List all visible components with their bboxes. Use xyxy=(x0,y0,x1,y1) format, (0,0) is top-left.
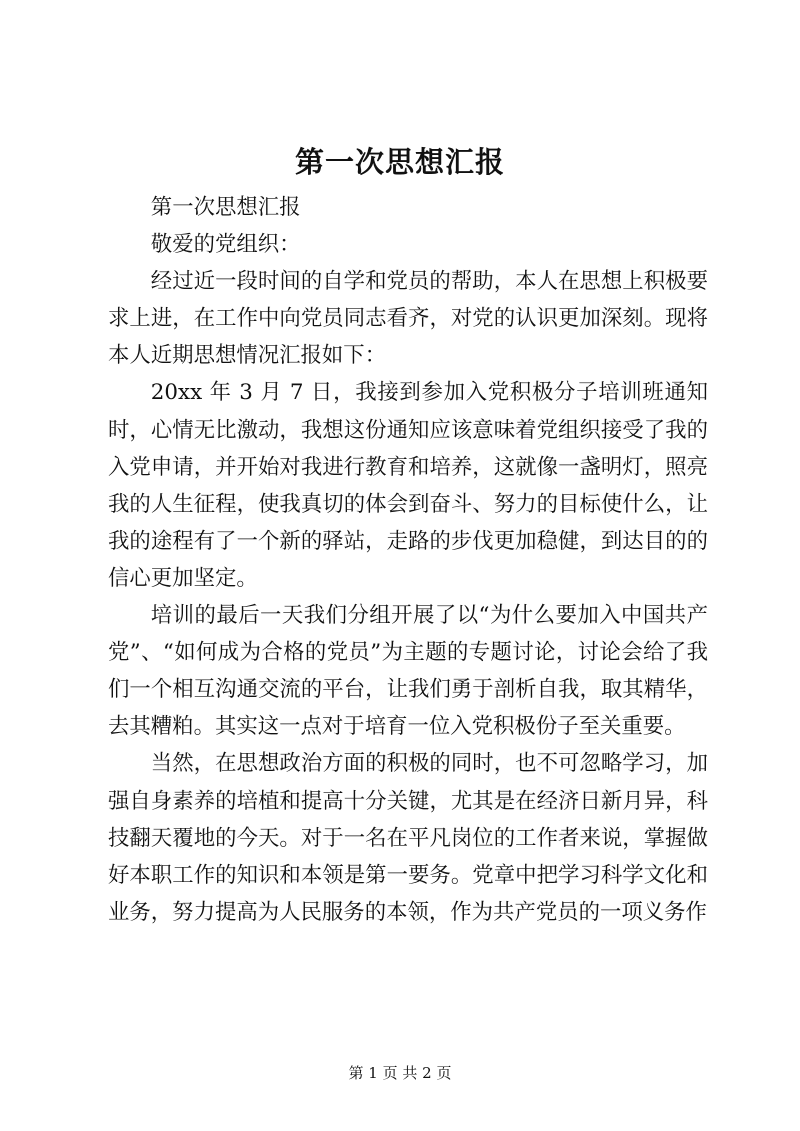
document-body xyxy=(108,189,708,931)
paragraph-heading: 第一次思想汇报 xyxy=(150,195,301,220)
paragraph-intro: 经过近一段时间的自学和党员的帮助，本人在思想上积极要求上进，在工作中向党员同志看齐，对党的认识更加深刻。现将本人近期思想情况汇报如下： xyxy=(108,269,708,369)
document-title: 第一次思想汇报 xyxy=(294,145,505,179)
page-footer: 第 1 页 共 2 页 xyxy=(348,1064,452,1082)
paragraph-study: 当然，在思想政治方面的积极的同时，也不可忽略学习，加强自身素养的培植和提高十分关键，尤其是在经济日新月异，科技翻天覆地的今天。对于一名在平凡岗位的工作者来说，掌握做好本职工作的知识和本领是第一要务。党章中把学习科学文化和业务，努力提高为人民服务的本领，作为共产党员的一项义务作 xyxy=(108,751,708,925)
paragraph-salutation: 敬爱的党组织： xyxy=(150,232,301,258)
paragraph-group-discussion: 培训的最后一天我们分组开展了以“为什么要加入中国共产党”、“如何成为合格的党员”为主题的专题讨论，讨论会给了我们一个相互沟通交流的平台，让我们勇于剖析自我，取其精华，去其糟粕。其实这一点对于培育一位入党积极份子至关重要。 xyxy=(108,603,708,740)
paragraph-training-notice: 20xx 年 3 月 7 日，我接到参加入党积极分子培训班通知时，心情无比激动，我想这份通知应该意味着党组织接受了我的入党申请，并开始对我进行教育和培养，这就像一盏明灯，照亮我的人生征程，使我真切的体会到奋斗、努力的目标使什么，让我的途程有了一个新的驿站，走路的步伐更加稳健，到达目的的信心更加坚定。 xyxy=(108,380,708,591)
